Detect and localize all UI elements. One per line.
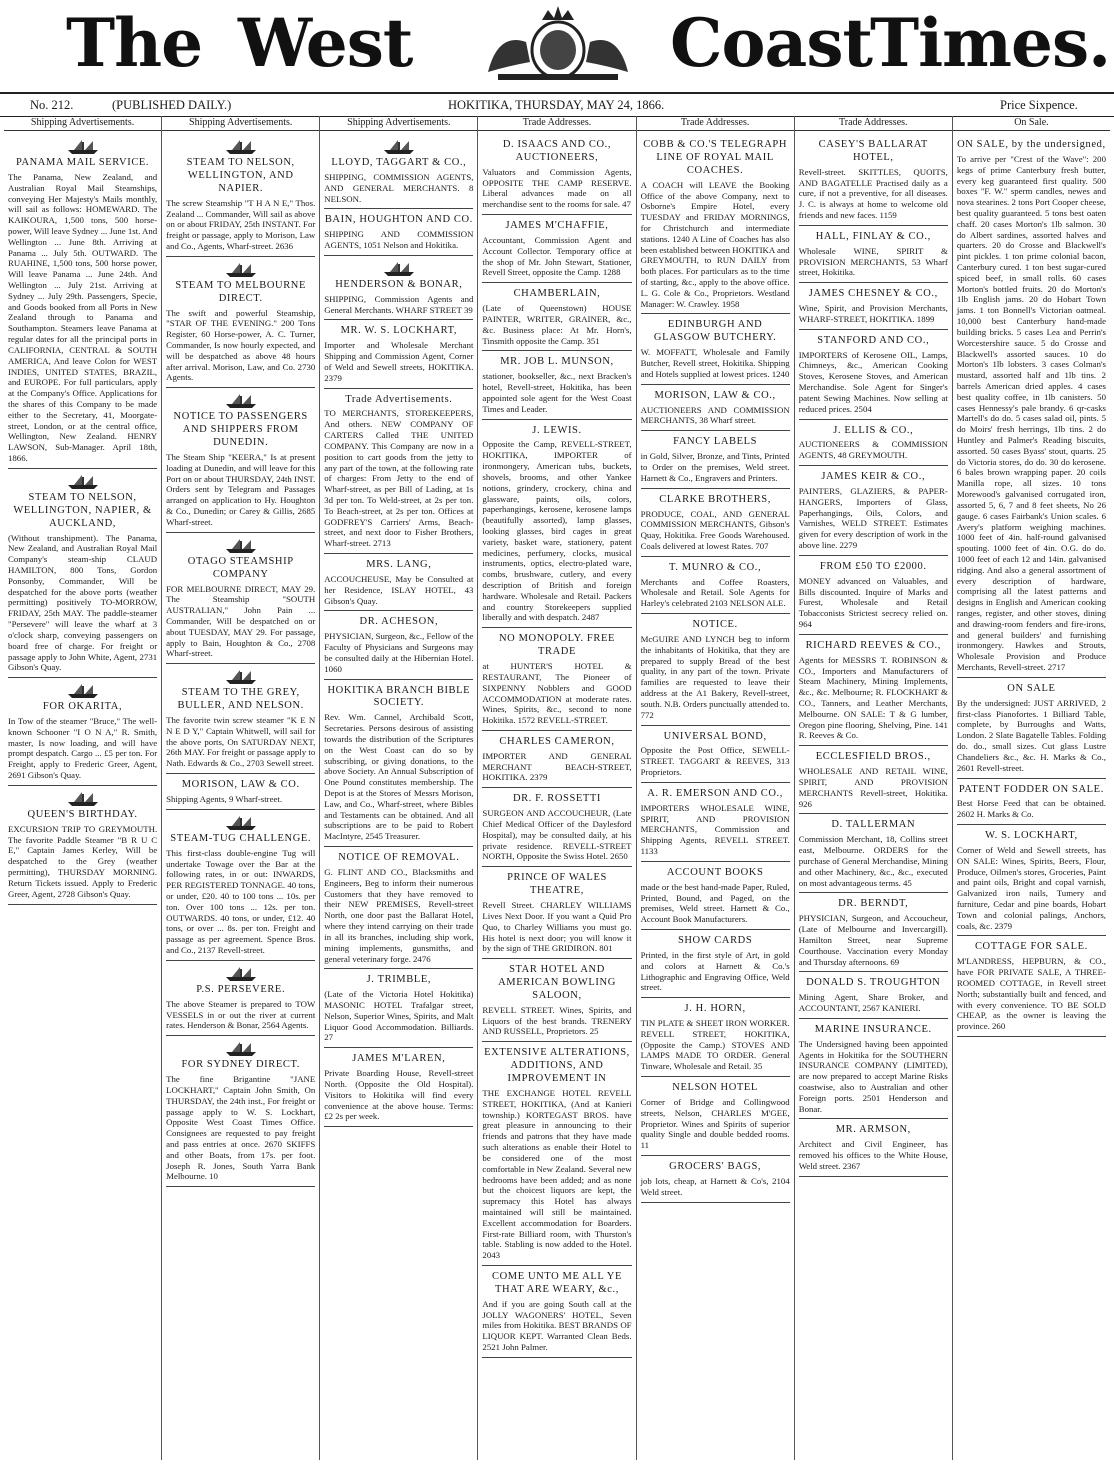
advertisement bbox=[324, 389, 473, 554]
ad-body: EXCURSION TRIP TO GREYMOUTH. The favorite Paddle Steamer "B R U C E," Captain James Kerley, Will be despatched to the Grey (weather permitting), THURSDAY MORNING. Return Tickets issued. Apply to Frederic Greer, Agent, 2728 Gibson's Quay. bbox=[8, 823, 158, 899]
advertisement bbox=[166, 810, 315, 961]
advertisement bbox=[166, 961, 315, 1036]
advertisement bbox=[957, 134, 1106, 678]
ad-title: J. LEWIS. bbox=[532, 424, 582, 436]
advertisement bbox=[8, 469, 157, 678]
masthead-word-times: Times. bbox=[870, 4, 1111, 82]
advertisement bbox=[324, 256, 473, 321]
ad-title: ON SALE bbox=[1007, 682, 1056, 694]
ad-body: Commission Merchant, 18, Collins street east, Melbourne. ORDERS for the purchase of General Merchandise, Mining and other Machinery, &c., &c., executed on most advantageous terms. 45 bbox=[798, 834, 948, 888]
ad-title: DONALD S. TROUGHTON bbox=[806, 977, 941, 989]
ad-title: MARINE INSURANCE. bbox=[814, 1023, 932, 1035]
steamship-icon bbox=[224, 815, 258, 831]
ad-title: CHAMBERLAIN, bbox=[513, 288, 601, 300]
ad-title: DR. ACHESON, bbox=[359, 616, 439, 628]
ad-body: Merchants and Coffee Roasters, Wholesale and Retail. Sole Agents for Harley's celebrated 2103 NELSON ALE. bbox=[640, 576, 790, 609]
steamship-icon bbox=[224, 669, 258, 685]
ad-body: (Late of Queenstown) HOUSE PAINTER, WRITER, GRAINER, &c., &c. Business place: At Mr. Horn's, Tinsmith opposite the Camp. 351 bbox=[482, 303, 632, 346]
steamship-icon bbox=[224, 262, 258, 278]
ad-title: BAIN, HOUGHTON AND CO. bbox=[324, 214, 473, 226]
advertisement bbox=[799, 134, 948, 226]
advertisement bbox=[799, 466, 948, 556]
ad-title: JAMES M'LAREN, bbox=[352, 1053, 446, 1065]
ad-body: TO MERCHANTS, STOREKEEPERS, And others. NEW COMPANY OF CARTERS Called THE UNITED COMPANY. This Company are now in a position to cart goods from the jetty to any part of the town, at the following rate of charges: From Jetty to the end of Wharf-street, as per Bill of Lading, at 1s 3d per ton. To Weld-street, at 2s per ton. To Beach-street, at 2s per ton. Offices at GODFREY'S Carriers' Arms, Beach-street, and next door to Fisher Brothers, Wharf-street. 2713 bbox=[324, 408, 474, 549]
ad-title: NOTICE TO PASSENGERS AND SHIPPERS FROM DUNEDIN. bbox=[173, 411, 308, 449]
ad-body: SHIPPING, COMMISSION AGENTS, AND GENERAL MERCHANTS. 8 NELSON. bbox=[324, 171, 474, 204]
ad-body: The Steam Ship "KEERA," Is at present loading at Dunedin, and will leave for this Port on or about THURSDAY, 24th INST. Orders sent by Telegram and Passages arranged on application to Hy. Houghton & Co., Dunedin; or Carey & Gillis, 2685 Wharf-street. bbox=[166, 452, 316, 527]
column-header: On Sale. bbox=[953, 116, 1110, 131]
ad-body: Rev. Wm. Cannel, Archibald Scott, Secretaries. Persons desirous of assisting towards the distribution of the Scriptures on the West Coast can do so by subscribing, or giving donations, to the above Society. An Annual Subscription of One Pound constitutes membership. The Depot is at the Stores of Messrs Morison, Law, and Co., Wharf-street, where Bibles and Testaments can be obtained. And all subscriptions are to be paid to Robert MacIntyre, 2545 Treasurer. bbox=[324, 712, 474, 842]
advertisement bbox=[799, 1019, 948, 1120]
ad-title: STEAM TO MELBOURNE DIRECT. bbox=[175, 279, 306, 304]
advertisement bbox=[324, 969, 473, 1048]
ad-title: J. H. HORN, bbox=[684, 1003, 746, 1015]
ad-title: ON SALE, by the undersigned, bbox=[957, 139, 1106, 150]
ad-title: MR. W. S. LOCKHART, bbox=[340, 325, 458, 337]
ad-body: McGUIRE AND LYNCH beg to inform the inhabitants of Hokitika, that they are prepared to supply Bread of the best quality, in any part of the town. Private families are requested to leave their address at the A1 Bakery, Revell-street, south. N.B. Orders punctually attended to. 772 bbox=[640, 634, 790, 720]
advertisement bbox=[799, 283, 948, 330]
ad-title: COBB & CO.'S TELEGRAPH LINE OF ROYAL MAIL COACHES. bbox=[643, 139, 788, 176]
ad-body: M'LANDRESS, HEPBURN, & CO., have FOR PRIVATE SALE, A THREE-ROOMED COTTAGE, in Revell street North; substantially built and fenced, and with every convenience. TO BE SOLD CHEAP, as the owner is leaving the province. 260 bbox=[956, 956, 1106, 1032]
advertisement bbox=[799, 814, 948, 893]
ad-title: STEAM TO THE GREY, BULLER, AND NELSON. bbox=[177, 687, 304, 712]
ad-body: Valuators and Commission Agents, OPPOSITE THE CAMP RESERVE. Liberal advances made on all merchandise sent to the rooms for sale. 47 bbox=[482, 166, 632, 210]
advertisement bbox=[957, 825, 1106, 936]
ad-title: J. ELLIS & CO., bbox=[833, 424, 914, 436]
advertisement bbox=[8, 678, 157, 786]
steamship-icon bbox=[224, 1041, 258, 1057]
ad-title: JAMES CHESNEY & CO., bbox=[808, 288, 938, 300]
ad-title: HOKITIKA BRANCH BIBLE SOCIETY. bbox=[327, 684, 471, 709]
ad-body: G. FLINT AND CO., Blacksmiths and Engineers, Beg to inform their numerous Customers that they have removed to their NEW PREMISES, Revell-street North, one door past the Ballarat Hotel, where they intend carrying on their trade in all its branches, including ship work, mining implements, gunsmiths, and general veterinary forge. 2476 bbox=[324, 867, 474, 964]
ad-title: RICHARD REEVES & CO., bbox=[805, 639, 941, 651]
ad-body: PAINTERS, GLAZIERS, & PAPER-HANGERS, Importers of Glass, Paperhangings, Oils, Colors, and Varnishes, WELD STREET. Estimates given for every description of work in the above line. 2279 bbox=[798, 485, 948, 551]
column-7 bbox=[953, 116, 1110, 1460]
ad-body: PHYSICIAN, Surgeon, &c., Fellow of the Faculty of Physicians and Surgeons may be consulted daily at the Hibernian Hotel. 1060 bbox=[324, 631, 474, 674]
advertisement bbox=[8, 134, 157, 469]
ad-title: MORISON, LAW & CO., bbox=[654, 389, 776, 401]
ad-title: NELSON HOTEL bbox=[672, 1082, 758, 1094]
column-header: Shipping Advertisements. bbox=[4, 116, 161, 131]
advertisement bbox=[957, 936, 1106, 1037]
ad-body: made or the best hand-made Paper, Ruled, Printed, Bound, and Paged, on the premises, Weld street. Harnett & Co., Account Book Manufacturers. bbox=[640, 881, 790, 925]
advertisement bbox=[482, 283, 631, 351]
ad-title: JAMES KEIR & CO., bbox=[821, 471, 926, 483]
ad-title: HALL, FINLAY & CO., bbox=[815, 230, 931, 242]
advertisement bbox=[799, 556, 948, 635]
advertisement bbox=[799, 420, 948, 467]
advertisement bbox=[324, 134, 473, 209]
ad-body: SURGEON AND ACCOUCHEUR, (Late Chief Medical Officer of the Daylesford Hospital), may be consulted daily, at his private residence. REVELL-STREET NORTH, Opposite the Swiss Hotel. 2650 bbox=[482, 808, 632, 862]
column-header: Shipping Advertisements. bbox=[162, 116, 319, 131]
advertisement bbox=[641, 489, 790, 557]
column-2 bbox=[162, 116, 320, 1460]
issue-info-bar bbox=[0, 92, 1114, 117]
ad-title: MRS. LANG, bbox=[366, 559, 432, 571]
advertisement bbox=[324, 554, 473, 611]
ad-title: J. TRIMBLE, bbox=[366, 974, 432, 986]
advertisement bbox=[482, 788, 631, 867]
ad-title: ECCLESFIELD BROS., bbox=[815, 751, 931, 763]
ad-title: EDINBURGH AND GLASGOW BUTCHERY. bbox=[653, 319, 777, 344]
advertisement bbox=[799, 1119, 948, 1176]
ad-body: PRODUCE, COAL, AND GENERAL COMMISSION MERCHANTS, Gibson's Quay, Hokitika. Free Goods Warehoused. Coals delivered at lowest Rates. 707 bbox=[640, 508, 790, 551]
edition-note: (PUBLISHED DAILY.) bbox=[112, 98, 232, 112]
ad-body: SHIPPING AND COMMISSION AGENTS, 1051 Nelson and Hokitika. bbox=[324, 229, 474, 251]
ad-body: The Undersigned having been appointed Agents in Hokitika for the SOUTHERN INSURANCE COMPANY (LIMITED), are now prepared to accept Marine Risks coastwise, also to Australian and other Foreign ports. 2501 Henderson and Bonar. bbox=[798, 1038, 948, 1114]
steamship-icon bbox=[224, 393, 258, 409]
ad-body: MONEY advanced on Valuables, and Bills discounted. Inquire of Marks and Furest, Wholesale and Retail Tobacconists Strictest secrecy relied on. 964 bbox=[798, 575, 948, 629]
ad-body: Wholesale WINE, SPIRIT & PROVISION MERCHANTS, 53 Wharf street, Hokitika. bbox=[798, 245, 948, 278]
masthead-word-coast: Coast bbox=[670, 4, 872, 82]
advertisement bbox=[324, 209, 473, 256]
advertisement bbox=[799, 635, 948, 746]
advertisement bbox=[482, 134, 631, 215]
ad-body: Revell-street. SKITTLES, QUOITS, AND BAGATELLE Practised daily as a cure, if not a preventive, for all diseases. J. C. is always at home to welcome old friends and new faces. 1159 bbox=[798, 166, 948, 221]
price: Price Sixpence. bbox=[1000, 98, 1078, 112]
advertisement bbox=[166, 134, 315, 257]
steamship-icon bbox=[224, 139, 258, 155]
columns bbox=[4, 116, 1110, 1460]
ad-title: T. MUNRO & CO., bbox=[669, 561, 762, 573]
column-4 bbox=[478, 116, 636, 1460]
ad-title: A. R. EMERSON AND CO., bbox=[647, 787, 783, 799]
steamship-icon bbox=[224, 538, 258, 554]
steamship-icon bbox=[66, 474, 100, 490]
steamship-icon bbox=[66, 139, 100, 155]
ad-body: stationer, bookseller, &c., next Bracken's hotel, Revell-street, Hokitika, has been appointed sole agent for the West Coast Times and Leader. bbox=[482, 371, 632, 414]
ad-body: A COACH will LEAVE the Booking Office of the above Company, next to Osborne's Empire Hotel, every TUESDAY and FRIDAY MORNINGS, for Christchurch and intermediate stations. 1240 A Line of Coaches has also been established between HOKITIKA and GREYMOUTH, to RUN DAILY from both places. For particulars as to the time of starting, &c., apply to the above office. L. G. Cole & Co., Proprietors. Westland Manager: W. Crawley. 1958 bbox=[640, 179, 790, 309]
ad-body: W. MOFFATT, Wholesale and Family Butcher, Revell street, Hokitika. Shipping and Hotels supplied at lowest prices. 1240 bbox=[640, 347, 790, 379]
ad-body: The Panama, New Zealand, and Australian Royal Mail Steamships, conveying Her Majesty's Mails monthly, will sail as follows: HOMEWARD. The KAIKOURA, 1,500 tons, 500 horse-power, Will leave Sydney ... June 1st. And Wellington ... June 8th. Arriving at Panama ... July 5th. OUTWARD. The RUAHINE, 1,500 tons, 500 horse power, Will leave Panama ... June 24th. And Wellington ... July 21st. Arriving at Sydney ... July 29th. Passengers, Specie, and Goods booked from all Ports in New Zealand through to Panama and Southampton. Steamers leave Panama at regular dates for all the principal ports in CALIFORNIA, CENTRAL & SOUTH AMERICA, And leave Colon for WEST INDIES, UNITED STATES, BRAZIL, and EUROPE. For full particulars, apply at the Company's Office. Applications for the shares of this Company to be made either to the Secretary, 41, Moorgate-street, London, or at the central office, Wellington, New Zealand. HENRY LAWSON, Sub-Manager. April 18th, 1866. bbox=[8, 171, 158, 464]
ad-title: STEAM TO NELSON, WELLINGTON, NAPIER, & AUCKLAND, bbox=[13, 491, 152, 529]
advertisement bbox=[641, 998, 790, 1077]
issue-number: No. 212. bbox=[30, 98, 74, 112]
advertisement bbox=[641, 614, 790, 725]
ad-title: P.S. PERSEVERE. bbox=[196, 983, 286, 995]
ad-body: AUCTIONEERS & COMMISSION AGENTS, 48 GREYMOUTH. bbox=[798, 439, 948, 461]
ad-body: The fine Brigantine "JANE LOCKHART," Captain John Smith, On THURSDAY, the 24th inst., For freight or passage apply to W. S. Lockhart, Opposite West Coast Times Office. Consignees are requested to pay freight and pass entries at once. 2670 SKIFFS and other Boats, from 17s. per foot. Joseph R. Jones, South Yarra Bank Melbourne. 10 bbox=[166, 1074, 316, 1182]
advertisement bbox=[799, 746, 948, 814]
ad-body: job lots, cheap, at Harnett & Co's, 2104 Weld street. bbox=[640, 1175, 790, 1197]
ad-body: Accountant, Commission Agent and Account Collector. Temporary office at the shop of Mr. John Stewart, Stationer, Revell Street, opposite the Camp. 1288 bbox=[482, 234, 632, 278]
steamship-icon bbox=[382, 261, 416, 277]
ad-body: Corner of Weld and Sewell streets, has ON SALE: Wines, Spirits, Beers, Flour, Produce, Oilmen's stores, Groceries, Paint and paint oils, Bright and copal varnish, Galvanized iron nails, Tumery and furniture, Cedar and pine boards, Hobart Town and colonial palings, Anchors, coals, &c. 2379 bbox=[956, 844, 1106, 931]
ad-body: The favorite twin screw steamer "K E N N E D Y," Captain Whitwell, will sail for the above ports, On SATURDAY NEXT, 26th MAY. For freight or passage apply to Nath. Edwards & Co., 2703 Sewell street. bbox=[166, 715, 316, 769]
steamship-icon bbox=[382, 139, 416, 155]
ad-body: This first-class double-engine Tug will undertake Towage over the Bar at the following rates, in or out: INWARDS, PER REGISTERED TONNAGE. 40 tons, or under, £20. 40 to 100 tons ... 10s. per ton. Over 100 tons ... 12s. per ton. OUTWARDS. 40 tons, or under, £12. 40 tons, or over ... 8s. per ton. Freight and passage as per agreement. Spence Bros. and Co., 2137 Revell-street. bbox=[166, 847, 316, 955]
column-5 bbox=[637, 116, 795, 1460]
ad-title: EXTENSIVE ALTERATIONS, ADDITIONS, AND IMPROVEMENT IN bbox=[484, 1047, 630, 1085]
ad-title: HENDERSON & BONAR, bbox=[335, 278, 463, 290]
ad-body: Corner of Bridge and Collingwood streets, Nelson, CHARLES M'GEE, Proprietor. Wines and Spirits of superior quality Single and double bedded rooms. 11 bbox=[640, 1097, 790, 1151]
advertisement bbox=[641, 314, 790, 384]
ad-title: ACCOUNT BOOKS bbox=[666, 866, 764, 878]
advertisement bbox=[799, 330, 948, 420]
column-6 bbox=[795, 116, 953, 1460]
advertisement bbox=[166, 533, 315, 665]
ad-title: D. TALLERMAN bbox=[831, 819, 916, 831]
masthead-word-west: West bbox=[238, 4, 413, 82]
advertisement bbox=[482, 731, 631, 788]
advertisement bbox=[482, 351, 631, 419]
ad-title: PRINCE OF WALES THEATRE, bbox=[507, 872, 607, 897]
ad-title: MR. ARMSON, bbox=[835, 1124, 911, 1136]
column-header: Shipping Advertisements. bbox=[320, 116, 477, 131]
ad-title: DR. BERNDT, bbox=[838, 898, 909, 910]
advertisement bbox=[166, 774, 315, 810]
advertisement bbox=[324, 1048, 473, 1127]
ad-body: ACCOUCHEUSE, May be Consulted at her Residence, ISLAY HOTEL, 43 Gibson's Quay. bbox=[324, 573, 474, 606]
masthead-word-the: The bbox=[66, 4, 203, 82]
advertisement bbox=[641, 726, 790, 783]
column-header: Trade Addresses. bbox=[478, 116, 635, 131]
ad-title: CLARKE BROTHERS, bbox=[659, 493, 771, 505]
advertisement bbox=[482, 959, 631, 1042]
ad-body: IMPORTERS WHOLESALE WINE, SPIRIT, AND PROVISION MERCHANTS, Commission and Shipping Agents, REVELL STREET. 1133 bbox=[640, 802, 790, 856]
advertisement bbox=[482, 1042, 631, 1266]
advertisement bbox=[482, 1266, 631, 1358]
column-header: Trade Addresses. bbox=[637, 116, 794, 131]
column-header: Trade Addresses. bbox=[795, 116, 952, 131]
ad-body: TIN PLATE & SHEET IRON WORKER. REVELL STREET, HOKITIKA, (Opposite the Camp.) STOVES AND LAMPS MADE TO ORDER. General Tinware, Wholesale and Retail. 35 bbox=[640, 1018, 790, 1072]
ad-body: The screw Steamship "T H A N E," Thos. Zealand ... Commander, Will sail as above on or about FRIDAY, 25th INSTANT. For freight or passage, apply to Morison, Law and Co., Agents, Wharf-street. 2636 bbox=[166, 197, 316, 251]
ad-body: To arrive per "Crest of the Wave": 200 kegs of prime Canterbury fresh butter, every keg guaranteed first quality. 500 boxes "F. W." sperm candles, newes and nova stearines. 2 tons Port Cooper cheese, best quality guaranteed. 5 tons best oaten chaff. 20 cases Morton's 1lb salmon. 30 do Albert sardines, assorted halves and quarters. 20 do Crosse and Blackwell's pint pickles. 1 ton prime colonial bacon, Canterbury cured. 1 ton best sugar-cured spiced beef, in small rolls. 60 cases Morton's bottled fruits. 20 do Morton's 1lb English jams. 20 do Hobart Town jams. 1 ton Bonnell's Victorian oatmeal. 10,000 best Canterbury hand-made building bricks. 5 cases Lea and Perrin's Worcestershire sauce. 5 do Crosse and Blackwell's assorted sauces. 10 do Morton's 1lb lobsters. 3 cases Colman's mustard, assorted half and 1lb tins. 2 barrels American dried apples. 4 cases best quality coffee, in 1lb canisters. 50 cases Hennessy's pale brandy. 6 qr-casks Martell's do do. 5 cases salad oil, pints. 5 do Moirs' fresh herrings, 1lb tins. 2 do Huntley and Palmer's Reading biscuits, assorted. 50 cases Byass' stout, quarts. 25 do Victoria stores, do do. 30 do kerosene. 6 bales brown wrapping paper. 20 coils Manilla rope, all sizes. 10 tons Morewood's galvanised corrugated iron, assorted 5, 6, 7 and 8 feet sheets, No 26 gauge. 6 cases Fairbank's Union scales. 6 Avery's platform weighing machines. 1000 feet of 4in. half-round galvanised spouting. 1000 feet of 4in. O.G. do do. 1000 feet of each 12 and 14in. galvanised ridging. And also a general assortment of every description of hardware, comprising all the latest patterns and designs in English and American cooking ranges, register, and other stoves, dining and drawing-room fenders and fire-irons, and general builders' and furnishing ironmongery. Hawkes and Strouts, Wholesale Provision and Produce Merchants, Revell-street. 2717 bbox=[956, 153, 1106, 673]
advertisement bbox=[324, 847, 473, 969]
ad-title: GROCERS' BAGS, bbox=[669, 1161, 762, 1173]
ad-body: Printed, in the first style of Art, in gold and colors at Harnett & Co.'s Lithographic and Engraving Office, Weld street. bbox=[640, 949, 790, 993]
advertisement bbox=[641, 783, 790, 862]
advertisement bbox=[799, 893, 948, 972]
ad-body: IMPORTERS of Kerosene OIL, Lamps, Chimneys, &c., American Cooking Stoves, Kerosene Stoves, and American Merchandise. Sole Agent for Singer's patent Sewing Machines. Now selling at reduced prices. 2504 bbox=[798, 349, 948, 414]
advertisement bbox=[641, 385, 790, 432]
advertisement bbox=[641, 862, 790, 930]
advertisement bbox=[641, 557, 790, 614]
ad-body: IMPORTER AND GENERAL MERCHANT BEACH-STREET, HOKITIKA. 2379 bbox=[482, 750, 632, 783]
ad-title: CASEY'S BALLARAT HOTEL, bbox=[818, 139, 928, 163]
ad-title: PANAMA MAIL SERVICE. bbox=[15, 157, 150, 168]
ad-title: STEAM-TUG CHALLENGE. bbox=[170, 832, 312, 844]
advertisement bbox=[641, 1156, 790, 1203]
ad-body: Opposite the Camp, REVELL-STREET, HOKITIKA, IMPORTER of ironmongery, American tubs, buckets, shovels, brooms, and other Yankee notions, grindery, crockery, china and glassware, paints, oils, colors, paperhangings, kerosene, kerosene lamps (beautifully assorted), lamp glasses, looking glasses, bird cages in great variety, basket ware, stationery, patent medicines, perfumery, clocks, musical instruments, optics, electro-plated ware, combs, brushware, cutlery, and every description of British and foreign hardware. Wholesale and Retail. Packers and country Storekeepers supplied liberally and with despatch. 2487 bbox=[482, 439, 632, 623]
ad-body: Importer and Wholesale Merchant Shipping and Commission Agent, Corner of Weld and Sewell streets, HOKITIKA. 2379 bbox=[324, 340, 474, 383]
steamship-icon bbox=[66, 791, 100, 807]
advertisement bbox=[324, 320, 473, 388]
ad-body: Architect and Civil Engineer, has removed his offices to the White House, Weld street. 2367 bbox=[798, 1139, 948, 1171]
ad-title: Trade Advertisements. bbox=[345, 393, 453, 405]
ad-body: AUCTIONEERS AND COMMISSION MERCHANTS, 38 Wharf street. bbox=[640, 404, 790, 426]
advertisement bbox=[166, 388, 315, 532]
ad-title: STANFORD AND CO., bbox=[817, 334, 930, 346]
ad-title: FANCY LABELS bbox=[673, 436, 758, 448]
ad-body: FOR MELBOURNE DIRECT, MAY 29. The Steamship "SOUTH AUSTRALIAN," John Pain ... Commander, Will be despatched on or about TUESDAY, MAY 29. For passage, apply to Bain, Houghton & Co., 2708 Wharf-street. bbox=[166, 583, 316, 659]
ad-title: FOR SYDNEY DIRECT. bbox=[181, 1059, 300, 1071]
advertisement bbox=[799, 972, 948, 1019]
ad-body: And if you are going South call at the JOLLY WAGONERS' HOTEL, Seven miles from Hokitika. BEST BRANDS OF LIQUOR KEPT. Warranted Clean Beds. 2521 John Palmer. bbox=[482, 1298, 632, 1353]
ad-title: MR. JOB L. MUNSON, bbox=[500, 356, 614, 368]
ad-title: LLOYD, TAGGART & CO., bbox=[331, 157, 467, 168]
dateline: HOKITIKA, THURSDAY, MAY 24, 1866. bbox=[448, 98, 665, 112]
ad-body: at HUNTER'S HOTEL & RESTAURANT, The Pioneer of SIXPENNY Nobblers and GOOD ACCOMMODATION at moderate rates. Wines, Spirits, &c., second to none Hokitika. 1572 REVELL-STREET. bbox=[482, 661, 632, 726]
column-1 bbox=[4, 116, 162, 1460]
advertisement bbox=[641, 1077, 790, 1156]
ad-body: Agents for MESSRS T. ROBINSON & CO., Importers and Manufacturers of Steam Machinery, Mining Implements, &c., &c. Melbourne; R. FLOCKHART & CO., Tanners, and Leather Merchants, Melbourne. ON SALE: T & G lumber, Oregon pine flooring, Shelving, Pine. 141 R. Reeves & Co. bbox=[798, 654, 948, 741]
ad-title: QUEEN'S BIRTHDAY. bbox=[27, 808, 138, 820]
ad-body: By the undersigned: JUST ARRIVED, 2 first-class Pianofortes. 1 Billiard Table, complete, by Burroughs and Watts, London. 2 Slate Bagatelle Tables. Folding do. do., small sizes. Cut glass Lustre Chandeliers &c., &c. H. Marks & Co., 2601 Revell-street. bbox=[956, 697, 1106, 773]
advertisement bbox=[957, 779, 1106, 826]
ad-title: OTAGO STEAMSHIP COMPANY bbox=[187, 555, 294, 580]
advertisement bbox=[482, 420, 631, 629]
royal-crest-icon bbox=[478, 2, 638, 84]
ad-body: in Gold, Silver, Bronze, and Tints, Printed to Order on the premises, Weld street. Harnett & Co., Engravers and Printers. bbox=[640, 451, 790, 483]
ad-title: FOR OKARITA, bbox=[42, 701, 123, 713]
ad-body: WHOLESALE AND RETAIL WINE, SPIRIT, AND PROVISION MERCHANTS Revell-street, Hokitika. 926 bbox=[798, 766, 948, 809]
ad-title: COME UNTO ME ALL YE THAT ARE WEARY, &c., bbox=[491, 1271, 622, 1295]
ad-body: Best Horse Feed that can be obtained. 2602 H. Marks & Co. bbox=[956, 798, 1106, 820]
steamship-icon bbox=[66, 683, 100, 699]
ad-title: D. ISAACS AND CO., AUCTIONEERS, bbox=[502, 139, 612, 163]
steamship-icon bbox=[224, 966, 258, 982]
ad-title: PATENT FODDER ON SALE. bbox=[958, 783, 1104, 795]
ad-body: Revell Street. CHARLEY WILLIAMS Lives Next Door. If you want a Quid Pro Quo, to Charley Williams you must go. His hotel is next door; you will know it by the sign of THE GRIDIRON. 801 bbox=[482, 900, 632, 954]
advertisement bbox=[166, 257, 315, 389]
advertisement bbox=[166, 664, 315, 774]
ad-body: The above Steamer is prepared to TOW VESSELS in or out the river at current rates. Henderson & Bonar, 2564 Agents. bbox=[166, 998, 316, 1031]
masthead bbox=[0, 0, 1114, 90]
advertisement bbox=[482, 215, 631, 283]
ad-title: NOTICE OF REMOVAL. bbox=[338, 852, 460, 864]
ad-body: Opposite the Post Office, SEWELL-STREET. TAGGART & REEVES, 313 Proprietors. bbox=[640, 745, 790, 778]
ad-body: In Tow of the steamer "Bruce," The well-known Schooner "I O N A," R. Smith, master, Is now loading, and will have prompt despatch. Cargo ... £5 per ton. For Freight, apply to Frederic Greer, Agent, 2691 Gibson's Quay. bbox=[8, 716, 158, 781]
ad-body: (Late of the Victoria Hotel Hokitika) MASONIC HOTEL Trafalgar street, Nelson, Superior Wines, Spirits, and Malt Liquor Good Accommodation. Billiards. 27 bbox=[324, 989, 474, 1043]
advertisement bbox=[641, 134, 790, 314]
ad-body: THE EXCHANGE HOTEL REVELL STREET, HOKITIKA, (And at Kanieri township.) KORTEGAST BROS. have great pleasure in announcing to their friends and patrons that they have made such alterations as enable their Hotel to be considered one of the most comfortable in New Zealand. Several new bedrooms have been added; and as none but the choicest liquors are kept, the supremacy this Hotel has always maintained will still be maintained. Excellent accommodation for Boarders. First-rate Billiard room, with Thurston's table. Stabling is now added to the Hotel. 2043 bbox=[482, 1088, 632, 1261]
ad-title: CHARLES CAMERON, bbox=[499, 735, 615, 747]
ad-title: STEAM TO NELSON, WELLINGTON, AND NAPIER. bbox=[186, 157, 295, 194]
advertisement bbox=[324, 680, 473, 848]
ad-title: STAR HOTEL AND AMERICAN BOWLING SALOON, bbox=[498, 964, 616, 1001]
ad-body: Wine, Spirit, and Provision Merchants, WHARF-STREET, HOKITIKA. 1899 bbox=[798, 303, 948, 324]
ad-title: MORISON, LAW & CO. bbox=[181, 779, 300, 791]
column-3 bbox=[320, 116, 478, 1460]
ad-title: COTTAGE FOR SALE. bbox=[974, 941, 1088, 953]
advertisement bbox=[641, 431, 790, 488]
ad-title: DR. F. ROSSETTI bbox=[512, 793, 602, 805]
ad-title: NO MONOPOLY. FREE TRADE bbox=[498, 633, 615, 658]
ad-title: SHOW CARDS bbox=[677, 934, 753, 946]
ad-title: JAMES M'CHAFFIE, bbox=[505, 220, 609, 232]
ad-body: Private Boarding House, Revell-street North. (Opposite the Old Hospital). Visitors to Hokitika will find every convenience at the above house. Terms: £2 2s per week. bbox=[324, 1068, 474, 1122]
ad-title: FROM £50 TO £2000. bbox=[819, 560, 927, 572]
advertisement bbox=[482, 867, 631, 959]
advertisement bbox=[8, 786, 157, 905]
ad-body: REVELL STREET. Wines, Spirits, and Liquors of the best brands. TRENERY AND RUSSELL, Proprietors. 25 bbox=[482, 1004, 632, 1037]
advertisement bbox=[957, 678, 1106, 779]
ad-title: UNIVERSAL BOND, bbox=[663, 730, 767, 742]
ad-body: Shipping Agents, 9 Wharf-street. bbox=[166, 793, 283, 804]
ad-body: SHIPPING, Commission Agents and General Merchants. WHARF STREET 39 bbox=[324, 293, 474, 315]
advertisement bbox=[324, 611, 473, 679]
ad-title: NOTICE. bbox=[692, 619, 738, 631]
advertisement bbox=[641, 930, 790, 998]
ad-body: Mining Agent, Share Broker, and ACCOUNTANT, 2567 KANIERI. bbox=[798, 992, 948, 1014]
advertisement bbox=[799, 226, 948, 283]
ad-title: W. S. LOCKHART, bbox=[985, 830, 1078, 842]
advertisement bbox=[482, 628, 631, 731]
advertisement bbox=[166, 1036, 315, 1187]
ad-body: PHYSICIAN, Surgeon, and Accoucheur, (Late of Melbourne and Invercargill). Hamilton Street, near Supreme Courthouse. Vaccination every Monday and Thursday afternoons. 69 bbox=[798, 913, 948, 967]
ad-body: (Without transhipment). The Panama, New Zealand, and Australian Royal Mail Company's steam-ship CLAUD HAMILTON, 800 Tons, Gordon Ponsonby, Commander, Will be despatched for the above ports (weather permitting) positively TO-MORROW, FRIDAY, 25th MAY. The paddle-steamer "Persevere" will leave the wharf at 3 o'clock sharp, conveying passengers on board free of charge. For freight or passage apply to John White, Agent, 2731 Gibson's Quay. bbox=[8, 532, 158, 673]
ad-body: The swift and powerful Steamship, "STAR OF THE EVENING." 200 Tons Register, 60 Horse-power, A. C. Turner, Commander, Is now hourly expected, and will be despatched as above 48 hours after arrival. Morison, Law, and Co. 2730 Agents. bbox=[166, 307, 316, 383]
